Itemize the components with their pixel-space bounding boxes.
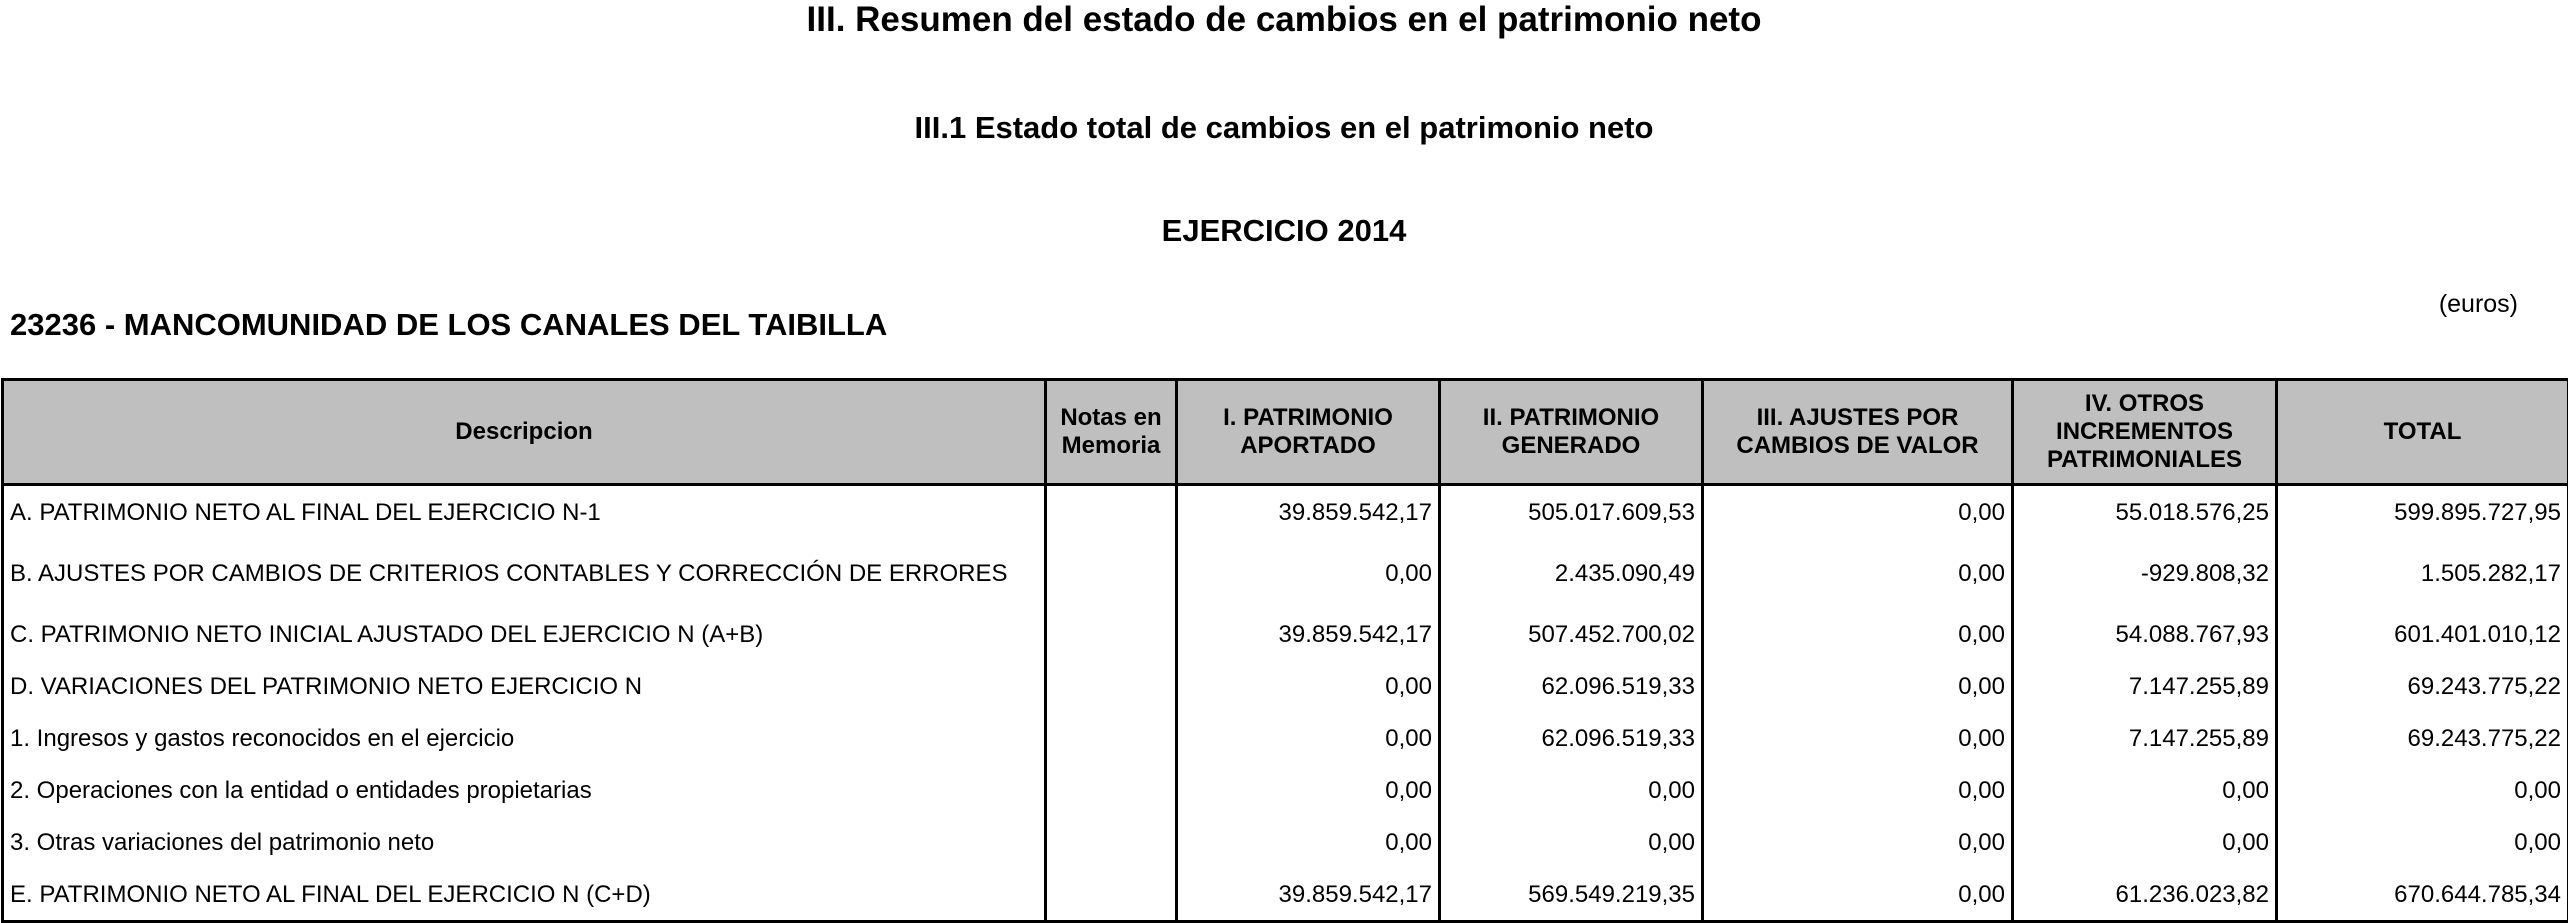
- cell-otros-incrementos: 61.236.023,82: [2013, 868, 2277, 922]
- cell-total: 0,00: [2277, 816, 2568, 868]
- row-notes: [1046, 764, 1177, 816]
- column-header-notas: Notas en Memoria: [1046, 380, 1177, 485]
- row-description: D. VARIACIONES DEL PATRIMONIO NETO EJERCICIO N: [3, 660, 1046, 712]
- row-notes: [1046, 485, 1177, 539]
- row-description: 2. Operaciones con la entidad o entidades propietarias: [3, 764, 1046, 816]
- cell-otros-incrementos: 54.088.767,93: [2013, 608, 2277, 660]
- page-title: III. Resumen del estado de cambios en el patrimonio neto: [806, 0, 1762, 39]
- cell-patrimonio-generado: 62.096.519,33: [1440, 660, 1703, 712]
- row-notes: [1046, 868, 1177, 922]
- row-notes: [1046, 538, 1177, 608]
- cell-otros-incrementos: 7.147.255,89: [2013, 712, 2277, 764]
- table-header-row: [3, 380, 2568, 485]
- row-description: 1. Ingresos y gastos reconocidos en el ejercicio: [3, 712, 1046, 764]
- equity-changes-table: [1, 378, 2568, 923]
- entity-name: 23236 - MANCOMUNIDAD DE LOS CANALES DEL TAIBILLA: [10, 307, 888, 342]
- cell-patrimonio-aportado: 39.859.542,17: [1177, 868, 1440, 922]
- cell-ajustes-valor: 0,00: [1703, 764, 2013, 816]
- cell-otros-incrementos: 0,00: [2013, 764, 2277, 816]
- cell-total: 1.505.282,17: [2277, 538, 2568, 608]
- year-label: EJERCICIO 2014: [1161, 213, 1407, 248]
- row-description: E. PATRIMONIO NETO AL FINAL DEL EJERCICIO N (C+D): [3, 868, 1046, 922]
- cell-otros-incrementos: 0,00: [2013, 816, 2277, 868]
- cell-patrimonio-aportado: 0,00: [1177, 538, 1440, 608]
- cell-ajustes-valor: 0,00: [1703, 868, 2013, 922]
- cell-patrimonio-aportado: 0,00: [1177, 712, 1440, 764]
- section-subtitle: III.1 Estado total de cambios en el patrimonio neto: [914, 110, 1654, 145]
- cell-total: 599.895.727,95: [2277, 485, 2568, 539]
- cell-patrimonio-aportado: 0,00: [1177, 816, 1440, 868]
- table-row: [3, 868, 2568, 922]
- column-header-otros-incrementos: IV. OTROS INCREMENTOS PATRIMONIALES: [2013, 380, 2277, 485]
- cell-patrimonio-generado: 62.096.519,33: [1440, 712, 1703, 764]
- cell-patrimonio-aportado: 39.859.542,17: [1177, 608, 1440, 660]
- row-description: 3. Otras variaciones del patrimonio neto: [3, 816, 1046, 868]
- cell-total: 601.401.010,12: [2277, 608, 2568, 660]
- table-row: [3, 764, 2568, 816]
- cell-patrimonio-generado: 2.435.090,49: [1440, 538, 1703, 608]
- cell-patrimonio-aportado: 0,00: [1177, 660, 1440, 712]
- cell-patrimonio-aportado: 39.859.542,17: [1177, 485, 1440, 539]
- column-header-patrimonio-generado: II. PATRIMONIO GENERADO: [1440, 380, 1703, 485]
- cell-patrimonio-generado: 505.017.609,53: [1440, 485, 1703, 539]
- table-row: [3, 538, 2568, 608]
- cell-ajustes-valor: 0,00: [1703, 712, 2013, 764]
- units-label: (euros): [2438, 290, 2518, 318]
- cell-total: 69.243.775,22: [2277, 660, 2568, 712]
- cell-ajustes-valor: 0,00: [1703, 816, 2013, 868]
- table-row: [3, 712, 2568, 764]
- cell-patrimonio-generado: 0,00: [1440, 816, 1703, 868]
- cell-patrimonio-aportado: 0,00: [1177, 764, 1440, 816]
- cell-total: 69.243.775,22: [2277, 712, 2568, 764]
- column-header-patrimonio-aportado: I. PATRIMONIO APORTADO: [1177, 380, 1440, 485]
- cell-patrimonio-generado: 507.452.700,02: [1440, 608, 1703, 660]
- table-row: [3, 816, 2568, 868]
- cell-total: 670.644.785,34: [2277, 868, 2568, 922]
- row-description: C. PATRIMONIO NETO INICIAL AJUSTADO DEL EJERCICIO N (A+B): [3, 608, 1046, 660]
- cell-ajustes-valor: 0,00: [1703, 485, 2013, 539]
- cell-otros-incrementos: -929.808,32: [2013, 538, 2277, 608]
- table-row: [3, 608, 2568, 660]
- row-notes: [1046, 816, 1177, 868]
- row-notes: [1046, 608, 1177, 660]
- cell-otros-incrementos: 55.018.576,25: [2013, 485, 2277, 539]
- row-description: B. AJUSTES POR CAMBIOS DE CRITERIOS CONTABLES Y CORRECCIÓN DE ERRORES: [3, 538, 1046, 608]
- cell-ajustes-valor: 0,00: [1703, 608, 2013, 660]
- row-notes: [1046, 660, 1177, 712]
- column-header-total: TOTAL: [2277, 380, 2568, 485]
- cell-ajustes-valor: 0,00: [1703, 660, 2013, 712]
- column-header-ajustes-valor: III. AJUSTES POR CAMBIOS DE VALOR: [1703, 380, 2013, 485]
- table-row: [3, 660, 2568, 712]
- row-notes: [1046, 712, 1177, 764]
- cell-patrimonio-generado: 0,00: [1440, 764, 1703, 816]
- row-description: A. PATRIMONIO NETO AL FINAL DEL EJERCICIO N-1: [3, 485, 1046, 539]
- cell-ajustes-valor: 0,00: [1703, 538, 2013, 608]
- cell-total: 0,00: [2277, 764, 2568, 816]
- cell-patrimonio-generado: 569.549.219,35: [1440, 868, 1703, 922]
- column-header-descripcion: Descripcion: [3, 380, 1046, 485]
- table-row: [3, 485, 2568, 539]
- cell-otros-incrementos: 7.147.255,89: [2013, 660, 2277, 712]
